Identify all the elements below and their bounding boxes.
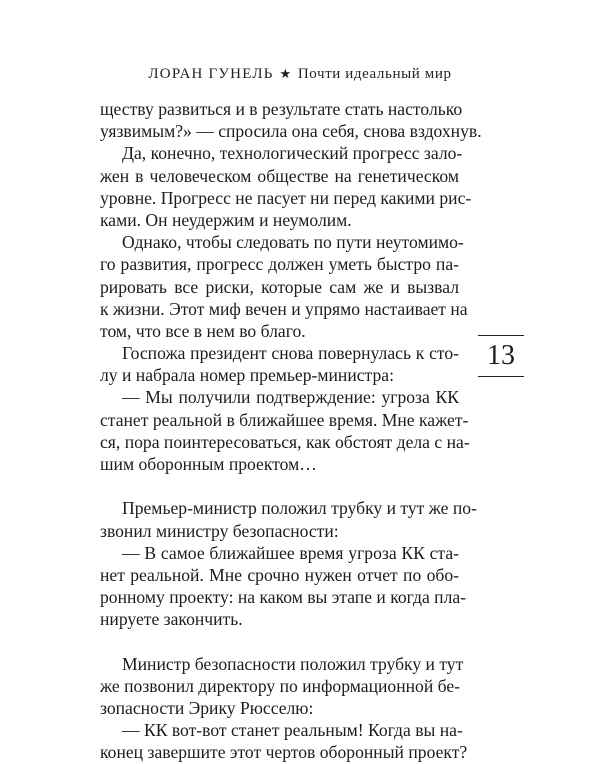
text-line: нируете закончить. xyxy=(100,609,243,630)
text-line: звонил министру безопасности: xyxy=(100,520,339,541)
text-line: ронному проекту: на каком вы этапе и когда пла- xyxy=(100,587,467,608)
header-author: ЛОРАН ГУНЕЛЬ xyxy=(148,66,274,82)
text-line: том, что все в нем во благо. xyxy=(100,320,306,341)
text-line: ществу развиться и в результате стать настолько xyxy=(100,99,463,119)
page-number: 13 xyxy=(487,340,515,371)
text-line: уязвимым?» — спросила она себя, снова вздохнув. xyxy=(100,121,482,142)
text-line: го развития, прогресс должен уметь быстро па- xyxy=(100,254,459,275)
text-line: — КК вот-вот станет реальным! Когда вы на- xyxy=(122,720,463,741)
text-line: ся, пора поинтересоваться, как обстоят дела с на- xyxy=(100,431,470,452)
header-book-title: Почти идеальный мир xyxy=(297,66,452,82)
text-line: Премьер-министр положил трубку и тут же по- xyxy=(122,498,477,519)
page-number-rule-bottom xyxy=(478,376,524,377)
page-number-block xyxy=(478,335,524,377)
text-line: рировать все риски, которые сам же и вызвал xyxy=(100,276,459,297)
text-line: зопасности Эрику Рюсселю: xyxy=(100,698,314,719)
text-line: — В самое ближайшее время угроза КК ста- xyxy=(122,542,459,563)
text-line: Однако, чтобы следовать по пути неутомимо- xyxy=(122,232,464,253)
text-line: конец завершите этот чертов оборонный проект? xyxy=(100,742,468,763)
text-line: станет реальной в ближайшее время. Мне кажет- xyxy=(100,409,469,430)
text-line: шим оборонным проектом… xyxy=(100,454,317,474)
page-body-text xyxy=(100,98,482,764)
text-line: жен в человеческом обществе на генетическом xyxy=(100,165,459,186)
paragraph-gap xyxy=(100,475,459,497)
running-header xyxy=(0,66,600,83)
text-line: Госпожа президент снова повернулась к сто- xyxy=(122,343,459,364)
text-line: Министр безопасности положил трубку и тут xyxy=(122,653,464,674)
text-line: ками. Он неудержим и неумолим. xyxy=(100,209,352,230)
text-line: — Мы получили подтверждение: угроза КК xyxy=(122,387,459,408)
text-line: же позвонил директору по информационной бе- xyxy=(100,675,461,696)
star-separator-icon: ★ xyxy=(279,66,292,81)
text-line: к жизни. Этот миф вечен и упрямо настаивает на xyxy=(100,298,468,319)
text-line: нет реальной. Мне срочно нужен отчет по обо- xyxy=(100,564,459,585)
text-line: Да, конечно, технологический прогресс зало- xyxy=(122,143,463,164)
text-line: уровне. Прогресс не пасует ни перед какими рис- xyxy=(100,187,472,208)
text-line: лу и набрала номер премьер-министра: xyxy=(100,365,394,386)
paragraph-gap xyxy=(100,631,459,653)
